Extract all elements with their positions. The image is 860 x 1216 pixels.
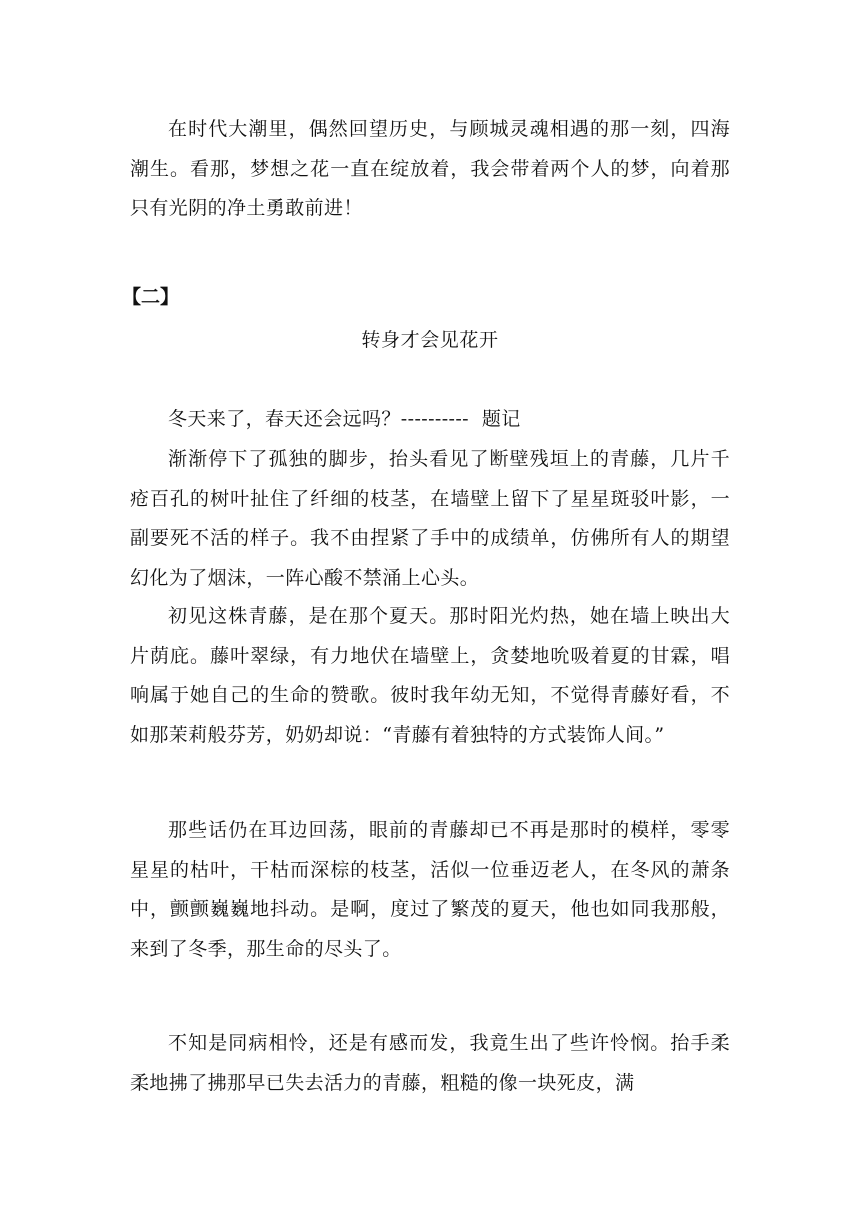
essay-title: 转身才会见花开 (361, 329, 499, 351)
body-paragraph-3: 那些话仍在耳边回荡，眼前的青藤却已不再是那时的模样，零零星星的枯叶，干枯而深棕的枝茎，活似一位垂迈老人，在冬风的萧条中，颤颤巍巍地抖动。是啊，度过了繁茂的夏天，他也如同我那般，来到了冬季，那生命的尽头了。 (130, 819, 730, 960)
epigraph: 冬天来了，春天还会远吗？---------- 题记 (168, 408, 521, 430)
intro-paragraph: 在时代大潮里，偶然回望历史，与顾城灵魂相遇的那一刻，四海潮生。看那，梦想之花一直在绽放着，我会带着两个人的梦，向着那只有光阴的净土勇敢前进！ (130, 118, 730, 219)
section-label: 【二】 (122, 286, 180, 308)
body-paragraph-1: 渐渐停下了孤独的脚步，抬头看见了断壁残垣上的青藤，几片千疮百孔的树叶扯住了纤细的枝茎，在墙壁上留下了星星斑驳叶影，一副要死不活的样子。我不由捏紧了手中的成绩单，仿佛所有人的期望幻化为了烟沫，一阵心酸不禁涌上心头。 (130, 448, 730, 589)
body-paragraph-2: 初见这株青藤，是在那个夏天。那时阳光灼热，她在墙上映出大片荫庇。藤叶翠绿，有力地伏在墙壁上，贪婪地吮吸着夏的甘霖，唱响属于她自己的生命的赞歌。彼时我年幼无知，不觉得青藤好看，不如那茉莉般芬芳，奶奶却说：“青藤有着独特的方式装饰人间。” (130, 605, 730, 746)
body-paragraph-4: 不知是同病相怜，还是有感而发，我竟生出了些许怜悯。抬手柔柔地拂了拂那早已失去活力的青藤，粗糙的像一块死皮，满 (130, 1032, 730, 1094)
